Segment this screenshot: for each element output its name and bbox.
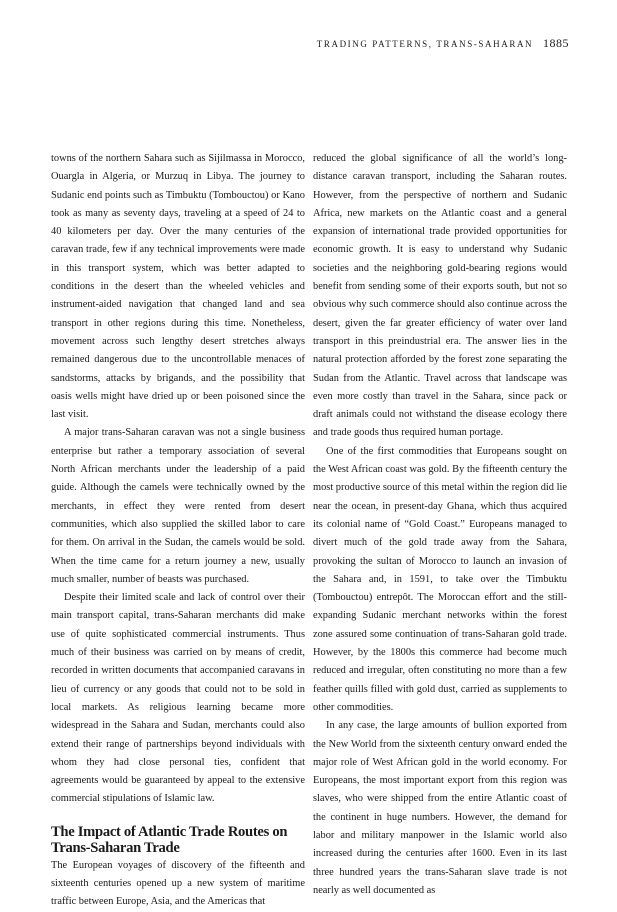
left-column (51, 150, 305, 912)
running-head (317, 36, 569, 51)
left-paragraph-3: Despite their limited scale and lack of control over their main transport capital, trans-Saharan merchants did make use of quite sophisticated commercial instruments. Thus much of their business was carried on by means of credit, recorded in written documents that accompanied caravans in lieu of currency or any goods that could not to be sold in local markets. As religious learning became more widespread in the Sahara and Sudan, merchants could also extend their range of partnerships beyond individuals with whom they had close personal ties, confident that agreements would be guaranteed by appeal to the extensive commercial stipulations of Islamic law. (51, 592, 305, 805)
right-paragraph-1: reduced the global significance of all the world’s long-distance caravan transport, including the Saharan routes. However, from the perspective of northern and Sudanic Africa, new markets on the Atlantic coast and a general expansion of international trade provided opportunities for economic growth. It is easy to understand why Sudanic societies and the neighboring gold-bearing regions would benefit from sending some of their exports south, but not so obvious why such commerce should also continue across the desert, given the far greater efficiency of water over land transport in this preindustrial era. The answer lies in the natural protection afforded by the forest zone separating the Sudan from the Atlantic. Travel across that landscape was even more costly than travel in the Sahara, since pack or draft animals could not withstand the disease ecology there and trade goods thus required human portage. (313, 153, 567, 439)
right-paragraph-3: In any case, the large amounts of bullion exported from the New World from the sixteenth century onward ended the major role of West African gold in the world economy. For Europeans, the most important export from this region was slaves, who were shipped from the entire Atlantic coast of the continent in huge numbers. However, the demand for labor and military manpower in the Islamic world also increased during the centuries after 1600. Even in its last three hundred years the trans-Saharan slave trade is not nearly as well documented as (313, 720, 567, 896)
left-paragraph-2: A major trans-Saharan caravan was not a single business enterprise but rather a temporary association of several North African merchants under the leadership of a paid guide. Although the camels were technically owned by the merchants, in effect they were rented from desert communities, which also supplied the skilled labor to care for them. On arrival in the Sudan, the camels would be sold. When the time came for a return journey a new, usually much smaller, number of beasts was purchased. (51, 427, 305, 585)
right-column (313, 150, 567, 900)
left-paragraph-4: The European voyages of discovery of the fifteenth and sixteenth centuries opened up a new system of maritime traffic between Europe, Asia, and the Americas that (51, 859, 305, 908)
right-paragraph-2: One of the first commodities that Europeans sought on the West African coast was gold. By the fifteenth century the most productive source of this metal within the region did lie near the ocean, in present-day Ghana, which thus acquired its colonial name of “Gold Coast.” Europeans managed to divert much of the gold trade away from the Sahara, provoking the sultan of Morocco to launch an invasion of the Sahara and, in 1591, to take over the Timbuktu (Tombouctou) entrepôt. The Moroccan effort and the still-expanding Sudanic merchant networks within the forest zone assured some continuation of trans-Saharan gold trade. However, by the 1800s this commerce had become much reduced and irregular, often constituting no more than a few feather quills filled with gold dust, carried as supplements to other commodities. (313, 445, 567, 713)
left-paragraph-1: towns of the northern Sahara such as Sijilmassa in Morocco, Ouargla in Algeria, or Murzuq in Libya. The journey to Sudanic end points such as Timbuktu (Tombouctou) or Kano took as many as seventy days, traveling at a speed of 24 to 40 kilometers per day. Over the many centuries of the caravan trade, few if any technical improvements were made in this transport system, which was better adapted to conditions in the desert than the wheeled vehicles and instrument-aided navigation that changed land and sea transport in other regions during this time. Nonetheless, movement across such lengthy desert stretches always remained dangerous due to the uncontrollable menaces of sandstorms, attacks by brigands, and the possibility that oasis wells might have dried up or been poisoned since the last visit. (51, 153, 305, 421)
page-number: 1885 (543, 36, 569, 50)
running-head-title: TRADING PATTERNS, TRANS-SAHARAN (316, 39, 534, 49)
section-heading: The Impact of Atlantic Trade Routes on Trans-Saharan Trade (51, 823, 288, 857)
